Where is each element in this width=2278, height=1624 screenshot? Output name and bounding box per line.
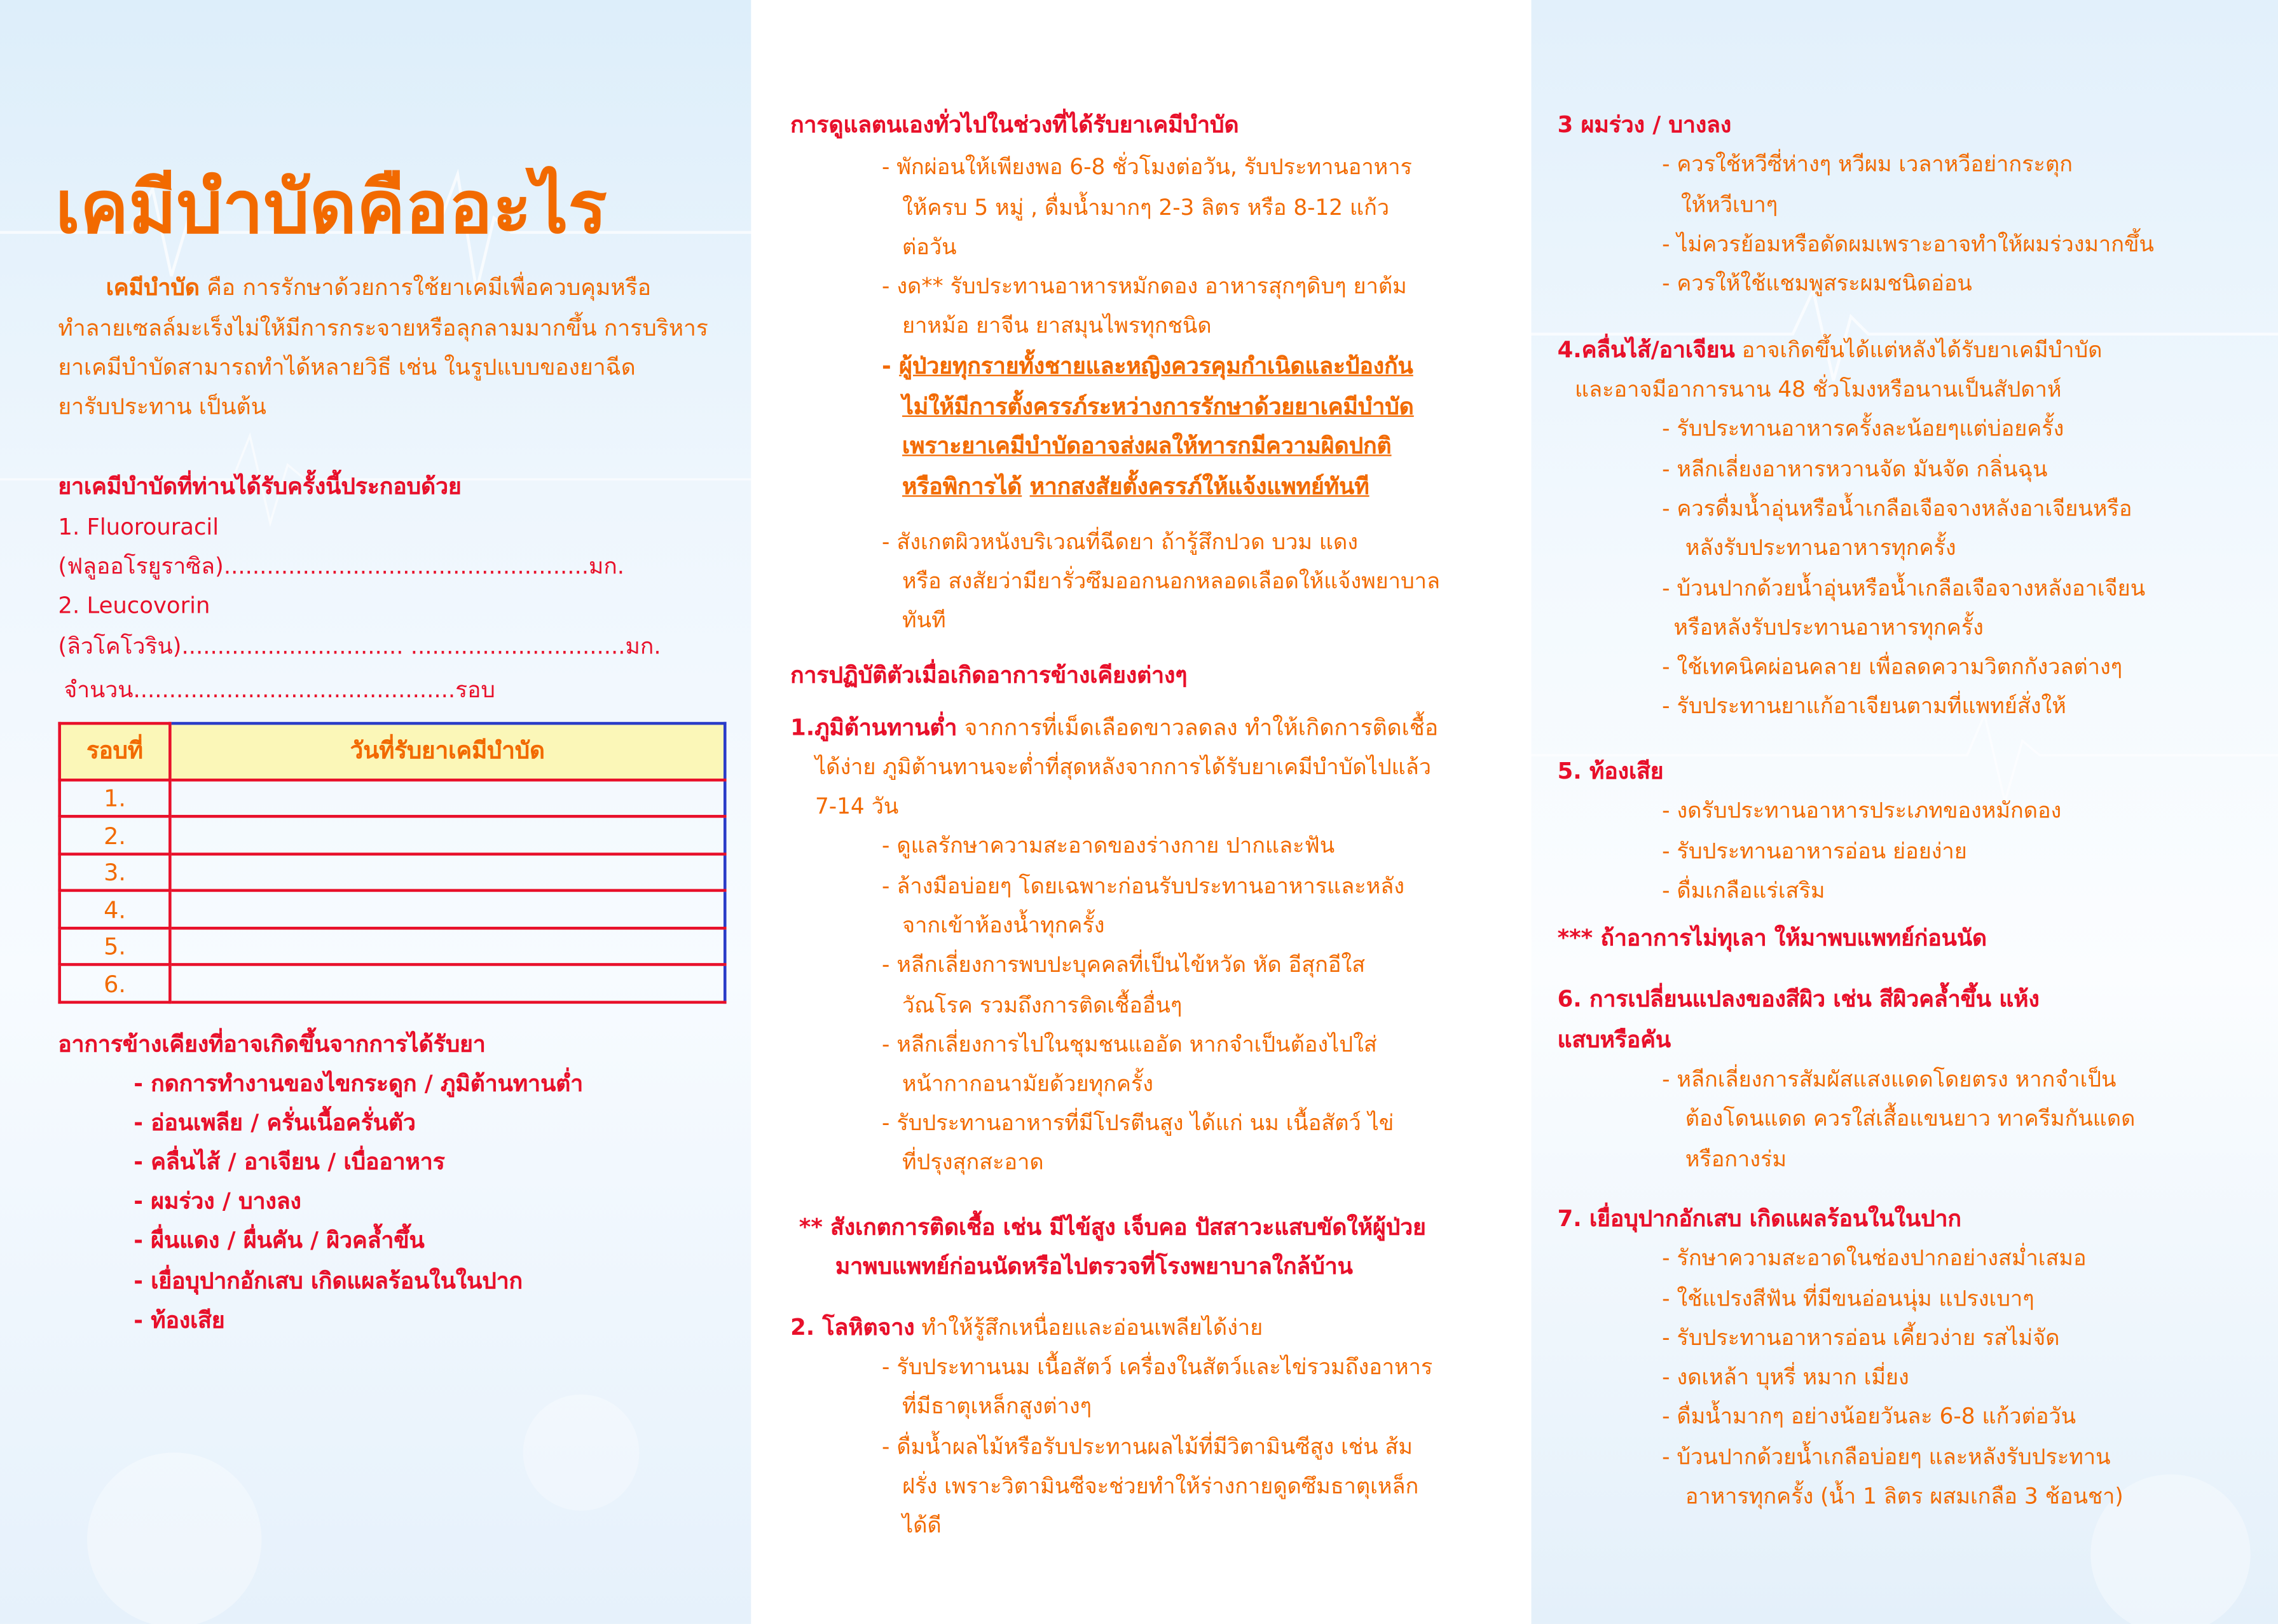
drug-2-name: 2. Leucovorin bbox=[58, 592, 210, 619]
skin-item: หรือกางร่ม bbox=[1685, 1146, 1787, 1173]
contraception-warning: หากสงสัยตั้งครรภ์ให้แจ้งแพทย์ทันที bbox=[1029, 474, 1369, 500]
side-effect-item: - ท้องเสีย bbox=[134, 1307, 225, 1334]
infection-warning-line: ** สังเกตการติดเชื้อ เช่น มีไข้สูง เจ็บคอ ปัสสาวะแสบขัดให้ผู้ป่วย bbox=[799, 1214, 1426, 1241]
selfcare-heading: การดูแลตนเองทั่วไปในช่วงที่ได้รับยาเคมีบำบัด bbox=[790, 111, 1239, 139]
mouth-item: - ดื่มน้ำมากๆ อย่างน้อยวันละ 6-8 แก้วต่อวัน bbox=[1662, 1403, 2076, 1430]
anemia-item: ที่มีธาตุเหล็กสูงต่างๆ bbox=[902, 1393, 1092, 1419]
immunity-item: - ล้างมือบ่อยๆ โดยเฉพาะก่อนรับประทานอาหารและหลัง bbox=[882, 873, 1405, 899]
nausea-item: - ควรดื่มน้ำอุ่นหรือน้ำเกลือเจือจางหลังอาเจียนหรือ bbox=[1662, 495, 2132, 522]
skin-title-line: แสบหรือคัน bbox=[1557, 1027, 1671, 1053]
table-row bbox=[60, 891, 725, 928]
drug-1-dose: (ฟลูออโรยูราซิล)...................................................มก. bbox=[58, 553, 625, 580]
round-number: 1. bbox=[60, 780, 170, 817]
drugs-heading: ยาเคมีบำบัดที่ท่านได้รับครั้งนี้ประกอบด้วย bbox=[58, 474, 462, 500]
mouth-item: - บ้วนปากด้วยน้ำเกลือบ่อยๆ และหลังรับประทาน bbox=[1662, 1443, 2111, 1470]
round-number: 4. bbox=[60, 891, 170, 928]
immunity-item: ที่ปรุงสุกสะอาด bbox=[902, 1149, 1044, 1175]
immunity-line-2: ได้ง่าย ภูมิต้านทานจะต่ำที่สุดหลังจากการได้รับยาเคมีบำบัดไปแล้ว bbox=[814, 754, 1432, 781]
immunity-item: - รับประทานอาหารที่มีโปรตีนสูง ได้แก่ นม เนื้อสัตว์ ไข่ bbox=[882, 1109, 1394, 1136]
table-row bbox=[60, 928, 725, 965]
side-effect-item: - เยื่อบุปากอักเสบ เกิดแผลร้อนในในปาก bbox=[134, 1268, 523, 1295]
selfcare-line: - งด** รับประทานอาหารหมักดอง อาหารสุกๆดิบๆ ยาต้ม bbox=[882, 273, 1407, 299]
immunity-desc: จากการที่เม็ดเลือดขาวลดลง ทำให้เกิดการติดเชื้อ bbox=[957, 714, 1439, 741]
immunity-item: - ดูแลรักษาความสะอาดของร่างกาย ปากและฟัน bbox=[882, 832, 1335, 859]
diarrhea-item: - งดรับประทานอาหารประเภทของหมักดอง bbox=[1662, 797, 2062, 824]
round-count-line: จำนวน.............................................รอบ bbox=[64, 676, 495, 704]
skin-title-line: 6. การเปลี่ยนแปลงของสีผิว เช่น สีผิวคล้ำขึ้น แห้ง bbox=[1557, 986, 2040, 1013]
practice-heading: การปฏิบัติตัวเมื่อเกิดอาการข้างเคียงต่างๆ bbox=[790, 662, 1188, 689]
hair-item: ให้หวีเบาๆ bbox=[1680, 191, 1778, 218]
selfcare-line: - พักผ่อนให้เพียงพอ 6-8 ชั่วโมงต่อวัน, รับประทานอาหาร bbox=[882, 154, 1412, 181]
immunity-item: หน้ากากอนามัยด้วยทุกครั้ง bbox=[902, 1070, 1154, 1097]
drug-2-dose: (ลิวโคโวริน)............................... ..............................มก. bbox=[58, 633, 661, 660]
nausea-title: 4.คลื่นไส้/อาเจียน bbox=[1557, 337, 1735, 364]
anemia-desc: ทำให้รู้สึกเหนื่อยและอ่อนเพลียได้ง่าย bbox=[914, 1314, 1263, 1341]
mouth-item: - รักษาความสะอาดในช่องปากอย่างสม่ำเสมอ bbox=[1662, 1245, 2087, 1271]
intro-line-4: ยารับประทาน เป็นต้น bbox=[58, 393, 266, 420]
immunity-line-1 bbox=[790, 714, 1438, 742]
contraception-line: เพราะยาเคมีบำบัดอาจส่งผลให้ทารกมีความผิดปกติ bbox=[902, 433, 1392, 460]
chemo-round-table bbox=[58, 722, 726, 1004]
selfcare-line: ให้ครบ 5 หมู่ , ดื่มน้ำมากๆ 2-3 ลิตร หรือ 8-12 แก้ว bbox=[902, 194, 1390, 221]
date-cell[interactable] bbox=[170, 965, 725, 1002]
mouth-item: - งดเหล้า บุหรี่ หมาก เมี่ยง bbox=[1662, 1363, 1909, 1391]
injection-line: - สังเกตผิวหนังบริเวณที่ฉีดยา ถ้ารู้สึกปวด บวม แดง bbox=[882, 528, 1358, 555]
middle-panel bbox=[751, 0, 1531, 1624]
date-cell[interactable] bbox=[170, 928, 725, 965]
anemia-item: ได้ดี bbox=[902, 1511, 942, 1539]
side-effect-item: - กดการทำงานของไขกระดูก / ภูมิต้านทานต่ำ bbox=[134, 1070, 584, 1097]
diarrhea-item: - ดื่มเกลือแร่เสริม bbox=[1662, 877, 1825, 904]
hair-item: - ควรใช้หวีซี่ห่างๆ หวีผม เวลาหวีอย่ากระตุก bbox=[1662, 151, 2073, 177]
immunity-item: วัณโรค รวมถึงการติดเชื้ออื่นๆ bbox=[902, 992, 1183, 1018]
nausea-item: - รับประทานอาหารครั้งละน้อยๆแต่บ่อยครั้ง bbox=[1662, 415, 2064, 442]
mouth-item: - รับประทานอาหารอ่อน เคี้ยวง่าย รสไม่จัด bbox=[1662, 1325, 2060, 1351]
round-number: 2. bbox=[60, 817, 170, 854]
nausea-item: - ใช้เทคนิคผ่อนคลาย เพื่อลดความวิตกกังวลต่างๆ bbox=[1662, 653, 2123, 680]
anemia-title: 2. โลหิตจาง bbox=[790, 1314, 915, 1341]
mouth-item: อาหารทุกครั้ง (น้ำ 1 ลิตร ผสมเกลือ 3 ช้อนชา) bbox=[1685, 1483, 2124, 1510]
nausea-item: - รับประทานยาแก้อาเจียนตามที่แพทย์สั่งให้ bbox=[1662, 693, 2066, 720]
nausea-item: - บ้วนปากด้วยน้ำอุ่นหรือน้ำเกลือเจือจางหลังอาเจียน bbox=[1662, 575, 2146, 602]
mouth-title: 7. เยื่อบุปากอักเสบ เกิดแผลร้อนในในปาก bbox=[1557, 1205, 1961, 1232]
selfcare-line: ต่อวัน bbox=[902, 233, 957, 261]
anemia-item: - รับประทานนม เนื้อสัตว์ เครื่องในสัตว์และไข่รวมถึงอาหาร bbox=[882, 1353, 1433, 1381]
side-effects-heading: อาการข้างเคียงที่อาจเกิดขึ้นจากการได้รับยา bbox=[58, 1031, 486, 1058]
nausea-item: หรือหลังรับประทานอาหารทุกครั้ง bbox=[1673, 614, 1984, 641]
round-number: 6. bbox=[60, 965, 170, 1002]
infection-warning-line: มาพบแพทย์ก่อนนัดหรือไปตรวจที่โรงพยาบาลใกล้บ้าน bbox=[835, 1253, 1353, 1280]
intro-term: เคมีบำบัด bbox=[106, 274, 200, 301]
immunity-line-3: 7-14 วัน bbox=[814, 793, 899, 819]
side-effect-item: - อ่อนเพลีย / ครั่นเนื้อครั่นตัว bbox=[134, 1109, 416, 1136]
contraception-line bbox=[902, 474, 1369, 501]
date-cell[interactable] bbox=[170, 817, 725, 854]
nausea-line-1 bbox=[1558, 337, 2103, 364]
table-row bbox=[60, 854, 725, 890]
injection-line: หรือ สงสัยว่ามียารั่วซึมออกนอกหลอดเลือดให้แจ้งพยาบาล bbox=[902, 568, 1441, 594]
table-row bbox=[60, 817, 725, 854]
immunity-item: - หลีกเลี่ยงการพบปะบุคคลที่เป็นไข้หวัด หัด อีสุกอีใส bbox=[882, 951, 1366, 978]
nausea-desc: อาจเกิดขึ้นได้แต่หลังได้รับยาเคมีบำบัด bbox=[1734, 337, 2103, 364]
hair-title: 3 ผมร่วง / บางลง bbox=[1557, 111, 1732, 139]
side-effect-item: - ผมร่วง / บางลง bbox=[134, 1188, 301, 1215]
round-number: 3. bbox=[60, 854, 170, 890]
intro-line-3: ยาเคมีบำบัดสามารถทำได้หลายวิธี เช่น ในรูปแบบของยาฉีด bbox=[58, 354, 636, 381]
hair-item: - ไม่ควรย้อมหรือดัดผมเพราะอาจทำให้ผมร่วงมากขึ้น bbox=[1662, 231, 2154, 257]
injection-line: ทันที bbox=[902, 607, 946, 634]
nausea-item: - หลีกเลี่ยงอาหารหวานจัด มันจัด กลิ่นฉุน bbox=[1662, 456, 2048, 482]
date-cell[interactable] bbox=[170, 780, 725, 817]
table-row bbox=[60, 965, 725, 1002]
nausea-item: หลังรับประทานอาหารทุกครั้ง bbox=[1685, 534, 1956, 561]
skin-item: ต้องโดนแดด ควรใส่เสื้อแขนยาว ทาครีมกันแดด bbox=[1685, 1105, 2136, 1132]
table-row bbox=[60, 780, 725, 817]
diarrhea-warning: *** ถ้าอาการไม่ทุเลา ให้มาพบแพทย์ก่อนนัด bbox=[1557, 925, 1987, 952]
anemia-item: ฝรั่ง เพราะวิตามินซีจะช่วยทำให้ร่างกายดูดซึมธาตุเหล็ก bbox=[902, 1473, 1419, 1499]
intro-line-2: ทำลายเซลล์มะเร็งไม่ให้มีการกระจายหรือลุกลามมากขึ้น การบริหาร bbox=[58, 315, 708, 342]
contraception-line: ไม่ให้มีการตั้งครรภ์ระหว่างการรักษาด้วยยาเคมีบำบัด bbox=[902, 393, 1414, 420]
table-header-row bbox=[60, 723, 725, 780]
immunity-item: - หลีกเลี่ยงการไปในชุมชนแออัด หากจำเป็นต้องไปใส่ bbox=[882, 1031, 1377, 1058]
anemia-item: - ดื่มน้ำผลไม้หรือรับประทานผลไม้ที่มีวิตามินซีสูง เช่น ส้ม bbox=[882, 1433, 1413, 1460]
selfcare-line: ยาหม้อ ยาจีน ยาสมุนไพรทุกชนิด bbox=[902, 312, 1212, 339]
contraception-text: ผู้ป่วยทุกรายทั้งชายและหญิงควรคุมกำเนิดและป้องกัน bbox=[899, 353, 1413, 379]
diarrhea-item: - รับประทานอาหารอ่อน ย่อยง่าย bbox=[1662, 838, 1967, 864]
side-effect-item: - ผื่นแดง / ผื่นคัน / ผิวคล้ำขึ้น bbox=[134, 1227, 425, 1254]
side-effect-item: - คลื่นไส้ / อาเจียน / เบื่ออาหาร bbox=[134, 1149, 445, 1175]
round-number: 5. bbox=[60, 928, 170, 965]
left-panel bbox=[0, 0, 751, 1624]
contraception-text: หรือพิการได้ bbox=[902, 474, 1022, 500]
diarrhea-title: 5. ท้องเสีย bbox=[1557, 758, 1664, 785]
intro-line-1 bbox=[58, 275, 651, 302]
skin-item: - หลีกเลี่ยงการสัมผัสแสงแดดโดยตรง หากจำเป็น bbox=[1662, 1066, 2117, 1093]
page-title: เคมีบำบัดคืออะไร bbox=[55, 165, 607, 250]
immunity-item: จากเข้าห้องน้ำทุกครั้ง bbox=[902, 912, 1105, 939]
column-header-date: วันที่รับยาเคมีบำบัด bbox=[170, 723, 725, 780]
drug-1-name: 1. Fluorouracil bbox=[58, 514, 219, 541]
mouth-item: - ใช้แปรงสีฟัน ที่มีขนอ่อนนุ่ม แปรงเบาๆ bbox=[1662, 1285, 2034, 1312]
date-cell[interactable] bbox=[170, 854, 725, 890]
column-header-round: รอบที่ bbox=[60, 723, 170, 780]
right-panel bbox=[1531, 0, 2278, 1624]
intro-definition: คือ การรักษาด้วยการใช้ยาเคมีเพื่อควบคุมหรือ bbox=[199, 274, 652, 301]
hair-item: - ควรให้ใช้แชมพูสระผมชนิดอ่อน bbox=[1662, 270, 1972, 297]
date-cell[interactable] bbox=[170, 891, 725, 928]
nausea-line-2: และอาจมีอาการนาน 48 ชั่วโมงหรือนานเป็นสัปดาห์ bbox=[1575, 376, 2062, 403]
immunity-title: 1.ภูมิต้านทานต่ำ bbox=[790, 714, 957, 741]
anemia-line bbox=[790, 1314, 1263, 1342]
contraception-line: - ผู้ป่วยทุกรายทั้งชายและหญิงควรคุมกำเนิดและป้องกัน bbox=[882, 353, 1413, 379]
